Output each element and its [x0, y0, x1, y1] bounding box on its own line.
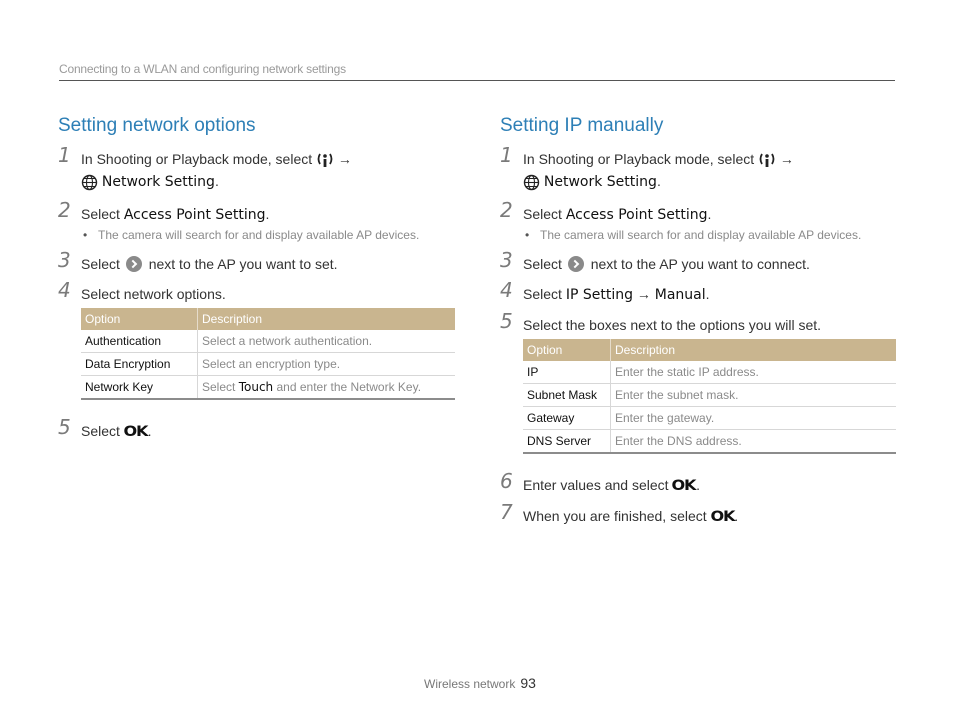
table-row: Network Key Select Touch and enter the Network Key.	[81, 376, 455, 400]
right-step-2: 2 Select Access Point Setting. • The camera will search for and display available AP devices.	[500, 203, 896, 244]
left-heading: Setting network options	[58, 115, 256, 136]
left-step-4: 4 Select network options.	[58, 278, 226, 302]
note-bullet: • The camera will search for and display available AP devices.	[523, 226, 896, 244]
table-row: Gateway Enter the gateway.	[523, 407, 896, 430]
network-globe-icon	[523, 174, 540, 191]
col-header-description: Description	[198, 308, 456, 330]
menu-item: IP Setting	[565, 287, 633, 303]
ok-icon: OK	[709, 509, 734, 526]
step-number: 2	[500, 198, 513, 222]
step-number: 6	[500, 469, 513, 493]
right-step-3: 3 Select next to the AP you want to connect.	[500, 248, 810, 272]
menu-item: Manual	[654, 287, 706, 303]
step-number: 1	[58, 143, 71, 167]
ok-icon: OK	[671, 478, 696, 495]
right-heading: Setting IP manually	[500, 115, 664, 136]
right-step-6: 6 Enter values and select OK.	[500, 474, 896, 497]
ok-icon: OK	[123, 424, 148, 441]
table-row: Data Encryption Select an encryption type.	[81, 353, 455, 376]
step-number: 7	[500, 500, 513, 524]
left-options-table	[81, 308, 455, 400]
col-header-option: Option	[523, 339, 611, 361]
right-step-7: 7 When you are finished, select OK.	[500, 505, 896, 528]
right-step-4: 4 Select IP Setting → Manual.	[500, 278, 710, 303]
footer-label: Wireless network	[424, 677, 516, 691]
right-step-1: 1 In Shooting or Playback mode, select → Network Setting.	[500, 143, 794, 190]
note-bullet: • The camera will search for and display available AP devices.	[81, 226, 455, 244]
menu-item: Access Point Setting	[123, 207, 266, 223]
table-row: IP Enter the static IP address.	[523, 361, 896, 384]
left-step-5: 5 Select OK.	[58, 420, 455, 443]
table-row: Subnet Mask Enter the subnet mask.	[523, 384, 896, 407]
right-column	[500, 113, 896, 526]
page-footer	[424, 675, 536, 691]
menu-item: Access Point Setting	[565, 207, 708, 223]
step-number: 5	[58, 415, 71, 439]
chevron-right-circle-icon	[126, 256, 142, 272]
step-number: 2	[58, 198, 71, 222]
running-header	[59, 62, 895, 81]
network-globe-icon	[81, 174, 98, 191]
col-header-option: Option	[81, 308, 198, 330]
table-row: DNS Server Enter the DNS address.	[523, 430, 896, 454]
wireless-icon	[758, 151, 776, 169]
left-step-3: 3 Select next to the AP you want to set.	[58, 248, 338, 272]
menu-item: Network Setting	[543, 174, 657, 190]
step-number: 1	[500, 143, 513, 167]
right-options-table	[523, 339, 896, 454]
left-step-1: 1 In Shooting or Playback mode, select → Network Setting.	[58, 143, 352, 190]
step-number: 4	[500, 278, 513, 302]
table-row: Authentication Select a network authentication.	[81, 330, 455, 353]
menu-item: Network Setting	[101, 174, 215, 190]
page-number: 93	[520, 675, 536, 691]
left-column	[58, 113, 455, 441]
step-number: 5	[500, 309, 513, 333]
step-number: 4	[58, 278, 71, 302]
col-header-description: Description	[611, 339, 897, 361]
right-step-5: 5 Select the boxes next to the options you will set.	[500, 309, 822, 333]
left-step-2: 2 Select Access Point Setting. • The camera will search for and display available AP devices.	[58, 203, 455, 244]
wireless-icon	[316, 151, 334, 169]
arrow: →	[337, 151, 352, 167]
section-title: Connecting to a WLAN and configuring network settings	[59, 62, 346, 76]
step-text: In Shooting or Playback mode, select	[81, 151, 313, 167]
step-number: 3	[58, 248, 71, 272]
chevron-right-circle-icon	[568, 256, 584, 272]
step-number: 3	[500, 248, 513, 272]
